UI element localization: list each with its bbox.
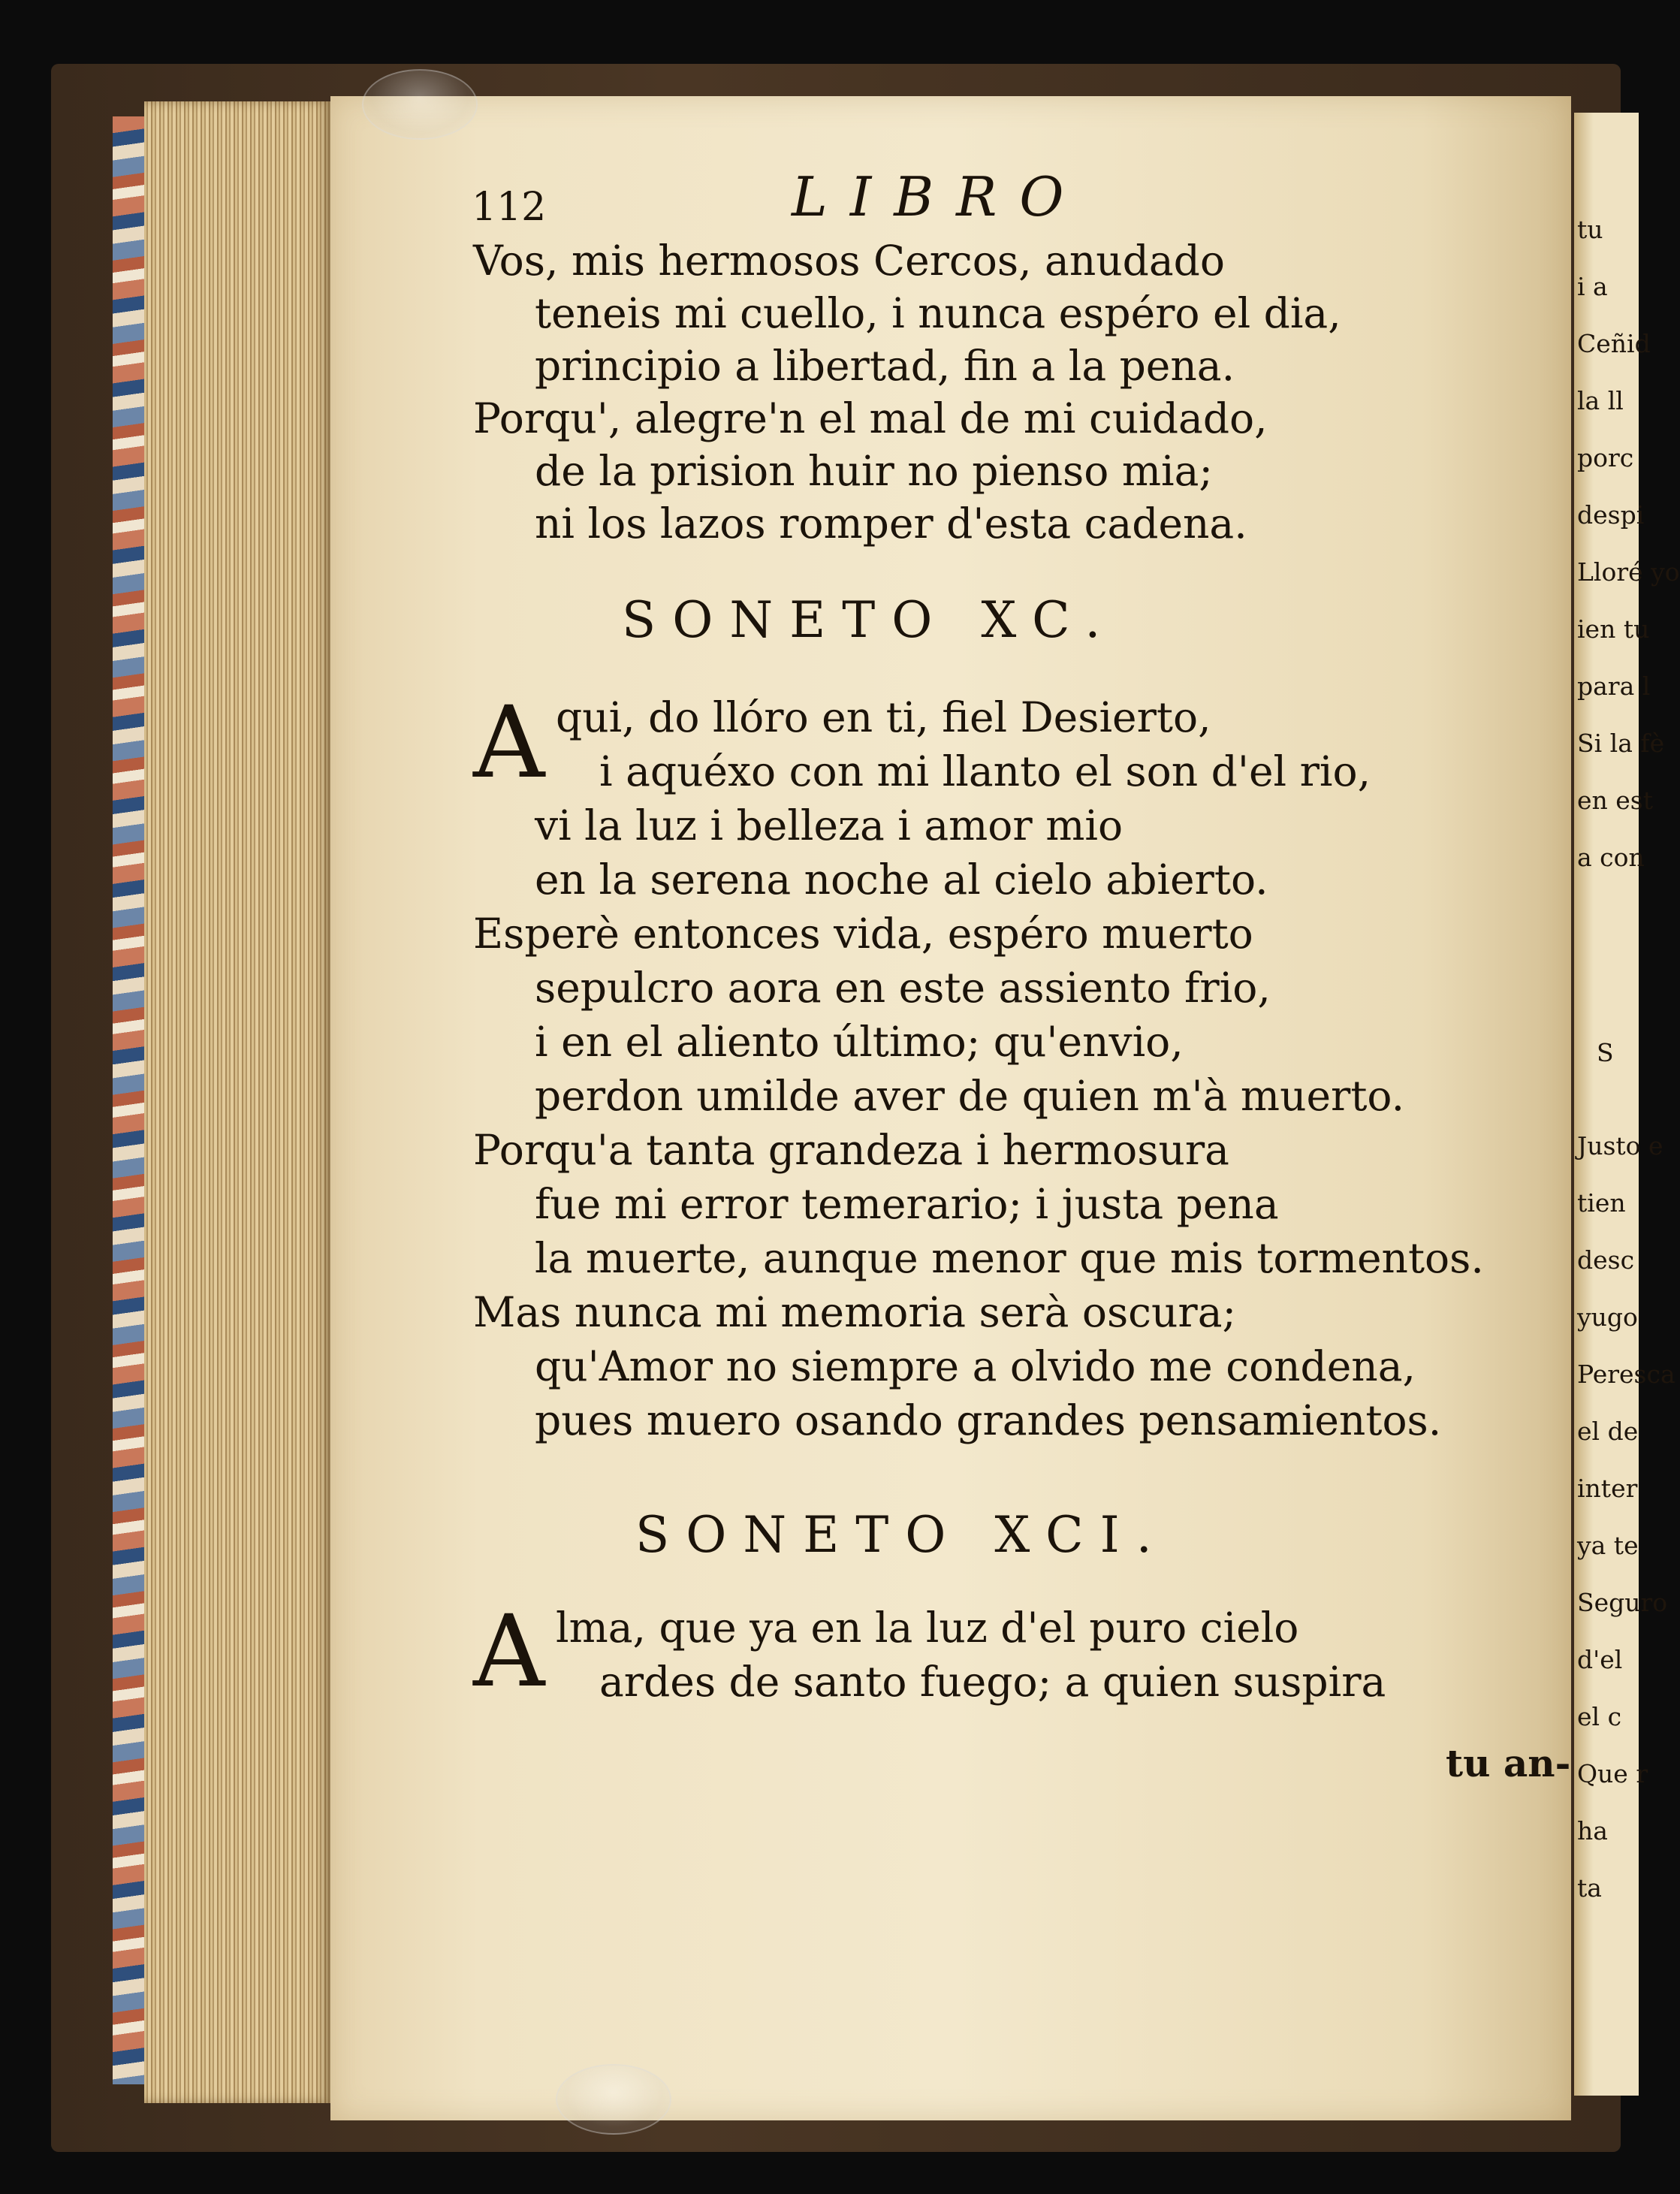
text-line: de la prision huir no pienso mia;	[535, 447, 1213, 495]
facing-fragment: yugo	[1577, 1302, 1638, 1332]
facing-fragment: para l	[1577, 671, 1651, 701]
catchword: tu an-	[1446, 1741, 1571, 1785]
facing-fragment: ha	[1577, 1816, 1608, 1845]
facing-fragment: ta	[1577, 1873, 1602, 1903]
facing-fragment: despi	[1577, 500, 1645, 530]
text-line: Porqu'a tanta grandeza i hermosura	[473, 1126, 1229, 1174]
facing-fragment: tu	[1577, 215, 1603, 244]
facing-fragment: porc	[1577, 443, 1634, 472]
text-line: qui, do llóro en ti, fiel Desierto,	[556, 693, 1211, 741]
text-line: lma, que ya en la luz d'el puro cielo	[556, 1604, 1299, 1652]
text-line: Vos, mis hermosos Cercos, anudado	[473, 237, 1225, 285]
book-page	[330, 96, 1571, 2120]
sonnet-title: SONETO XCI.	[635, 1506, 1169, 1564]
facing-fragment: Peresca	[1577, 1360, 1675, 1389]
facing-fragment: Que r	[1577, 1759, 1648, 1788]
facing-fragment: Ceñid	[1577, 329, 1651, 358]
text-line: Mas nunca mi memoria serà oscura;	[473, 1288, 1237, 1336]
page-number: 112	[472, 185, 547, 230]
text-line: ni los lazos romper d'esta cadena.	[535, 499, 1247, 548]
facing-fragment: Lloré yo	[1577, 557, 1680, 587]
facing-fragment: inter	[1577, 1474, 1638, 1503]
sonnet-title: SONETO XC.	[622, 591, 1117, 649]
drop-cap: A	[473, 685, 545, 801]
text-line: vi la luz i belleza i amor mio	[535, 801, 1124, 850]
facing-fragment: a con	[1577, 843, 1645, 872]
text-line: i en el aliento último; qu'envio,	[535, 1018, 1184, 1066]
facing-fragment: Justo e	[1577, 1131, 1663, 1160]
facing-fragment: ien tu	[1577, 614, 1650, 644]
page-edges	[144, 101, 332, 2103]
facing-fragment: ya te	[1577, 1531, 1639, 1560]
book-clip-top	[362, 69, 478, 140]
facing-fragment: i a	[1577, 272, 1608, 301]
facing-page-edge	[1574, 113, 1680, 2096]
facing-fragment: desc	[1577, 1245, 1635, 1275]
facing-fragment: en est	[1577, 786, 1653, 815]
text-line: sepulcro aora en este assiento frio,	[535, 964, 1271, 1012]
facing-fragment: el de	[1577, 1417, 1639, 1446]
text-line: Porqu', alegre'n el mal de mi cuidado,	[473, 394, 1268, 442]
text-line: ardes de santo fuego; a quien suspira	[599, 1658, 1386, 1706]
book-clip-bottom	[556, 2064, 671, 2135]
text-line: principio a libertad, fin a la pena.	[535, 342, 1235, 390]
facing-fragment: la ll	[1577, 386, 1624, 415]
text-line: la muerte, aunque menor que mis tormentos.	[535, 1234, 1484, 1282]
facing-fragment: Si la fè	[1577, 729, 1665, 758]
text-line: fue mi error temerario; i justa pena	[535, 1180, 1279, 1228]
text-line: perdon umilde aver de quien m'à muerto.	[535, 1072, 1405, 1120]
running-head: LIBRO	[792, 165, 1087, 228]
text-line: Esperè entonces vida, espéro muerto	[473, 910, 1253, 958]
facing-fragment: Seguro	[1577, 1588, 1668, 1617]
facing-fragment: S	[1597, 1038, 1614, 1067]
text-line: pues muero osando grandes pensamientos.	[535, 1396, 1442, 1444]
text-line: teneis mi cuello, i nunca espéro el dia,	[535, 289, 1341, 337]
text-line: en la serena noche al cielo abierto.	[535, 856, 1268, 904]
facing-fragment: el c	[1577, 1702, 1622, 1731]
facing-fragment: d'el	[1577, 1645, 1623, 1674]
facing-fragment: tien	[1577, 1188, 1626, 1218]
marbled-endpaper	[113, 116, 146, 2084]
text-line: qu'Amor no siempre a olvido me condena,	[535, 1342, 1416, 1390]
text-line: i aquéxo con mi llanto el son d'el rio,	[599, 747, 1371, 795]
drop-cap: A	[473, 1594, 545, 1710]
